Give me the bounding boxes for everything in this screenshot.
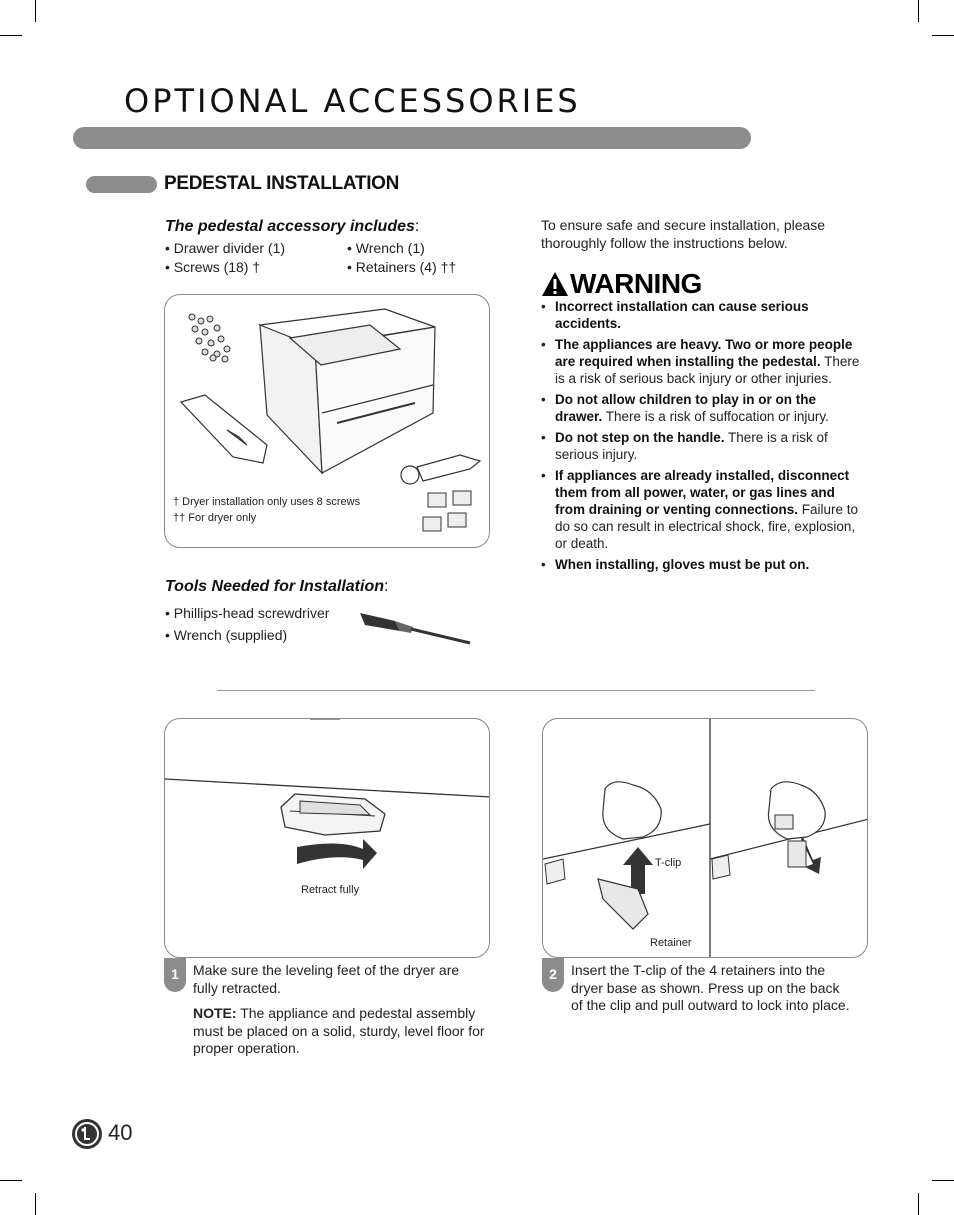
warning-icon — [541, 271, 569, 297]
leveling-foot-illustration — [165, 719, 490, 958]
warning-item-text: Failure to do so can result in electrical shock, fire, explosion, or death. — [555, 502, 859, 551]
includes-heading — [165, 218, 419, 236]
retainers-icon — [423, 491, 471, 531]
crop-mark — [35, 0, 36, 22]
warning-item-text: There is a risk of serious back injury or other injuries. — [555, 354, 860, 386]
page-number: 40 — [108, 1120, 133, 1145]
crop-mark — [918, 0, 919, 22]
crop-mark — [0, 1180, 22, 1181]
step-2-text: Insert the T-clip of the 4 retainers into the dryer base as shown. Press up on the back of the clip and pull outward to lock into place. — [571, 962, 850, 1013]
section-title: PEDESTAL INSTALLATION — [164, 173, 400, 194]
warning-item-text: There is a risk of serious injury. — [555, 430, 828, 462]
warning-item-bold: Incorrect installation can cause serious accidents. — [555, 299, 809, 331]
tools-heading — [165, 578, 388, 596]
warning-label: WARNING — [570, 268, 702, 299]
tools-heading-text: Tools Needed for Installation — [165, 578, 384, 595]
screwdriver-icon — [355, 605, 480, 645]
title-bar — [73, 127, 751, 149]
lg-logo — [72, 1119, 102, 1149]
step-1-note — [193, 1005, 493, 1058]
crop-mark — [932, 1180, 954, 1181]
wrench-icon — [401, 455, 480, 484]
crop-mark — [932, 35, 954, 36]
accessory-figure — [164, 294, 490, 548]
warning-item — [541, 391, 861, 425]
pedestal-drawing — [260, 309, 435, 473]
tool-item: • Wrench (supplied) — [165, 627, 288, 643]
warning-item — [541, 467, 861, 552]
warning-item — [541, 336, 861, 387]
step-1-number: 1 — [164, 958, 186, 992]
crop-mark — [918, 1193, 919, 1215]
warning-item-bold: When installing, gloves must be put on. — [555, 557, 810, 572]
step-2-figure — [542, 718, 868, 958]
includes-heading-text: The pedestal accessory includes — [165, 218, 415, 235]
warning-item-bold: The appliances are heavy. Two or more people are required when installing the pedestal. — [555, 337, 853, 369]
rotation-arrow-icon — [297, 839, 377, 869]
step-2-number: 2 — [542, 958, 564, 992]
footnote: †† For dryer only — [173, 512, 257, 524]
screws-icon — [189, 314, 230, 362]
include-item: • Wrench (1) — [347, 240, 425, 256]
warning-item-bold: Do not step on the handle. — [555, 430, 725, 445]
page-title: OPTIONAL ACCESSORIES — [124, 82, 581, 120]
warning-item-text: There is a risk of suffocation or injury. — [602, 409, 829, 424]
section-pill — [86, 176, 157, 193]
tclip-caption: T-clip — [655, 857, 682, 869]
step-1-text: Make sure the leveling feet of the dryer are fully retracted. — [193, 962, 460, 996]
warning-item-bold: If appliances are already installed, disconnect them from all power, water, or gas lines and from draining or venting connections. — [555, 468, 850, 517]
crop-mark — [35, 1193, 36, 1215]
drawer-divider-drawing — [181, 395, 267, 463]
retainer-illustration — [543, 719, 868, 958]
warning-header — [541, 268, 702, 300]
warning-list — [541, 298, 861, 577]
retainer-caption: Retainer — [650, 937, 692, 949]
include-item: • Screws (18) † — [165, 259, 261, 275]
include-item: • Drawer divider (1) — [165, 240, 286, 256]
tools-heading-suffix: : — [383, 578, 389, 595]
step-1-figure — [164, 718, 490, 958]
divider — [217, 690, 815, 691]
crop-mark — [0, 35, 22, 36]
footnote: † Dryer installation only uses 8 screws — [173, 496, 361, 508]
note-text: The appliance and pedestal assembly must be placed on a solid, sturdy, level floor for proper operation. — [193, 1005, 485, 1056]
step-1-caption: Retract fully — [301, 884, 360, 896]
warning-item — [541, 429, 861, 463]
note-label: NOTE: — [193, 1005, 237, 1021]
warning-item-bold: Do not allow children to play in or on the drawer. — [555, 392, 817, 424]
includes-heading-suffix: : — [414, 218, 420, 235]
intro-text: To ensure safe and secure installation, please thoroughly follow the instructions below. — [541, 217, 826, 251]
tool-item: • Phillips-head screwdriver — [165, 605, 330, 621]
warning-item — [541, 298, 861, 332]
include-item: • Retainers (4) †† — [347, 259, 457, 275]
lg-logo-icon — [72, 1119, 102, 1149]
warning-item — [541, 556, 861, 573]
